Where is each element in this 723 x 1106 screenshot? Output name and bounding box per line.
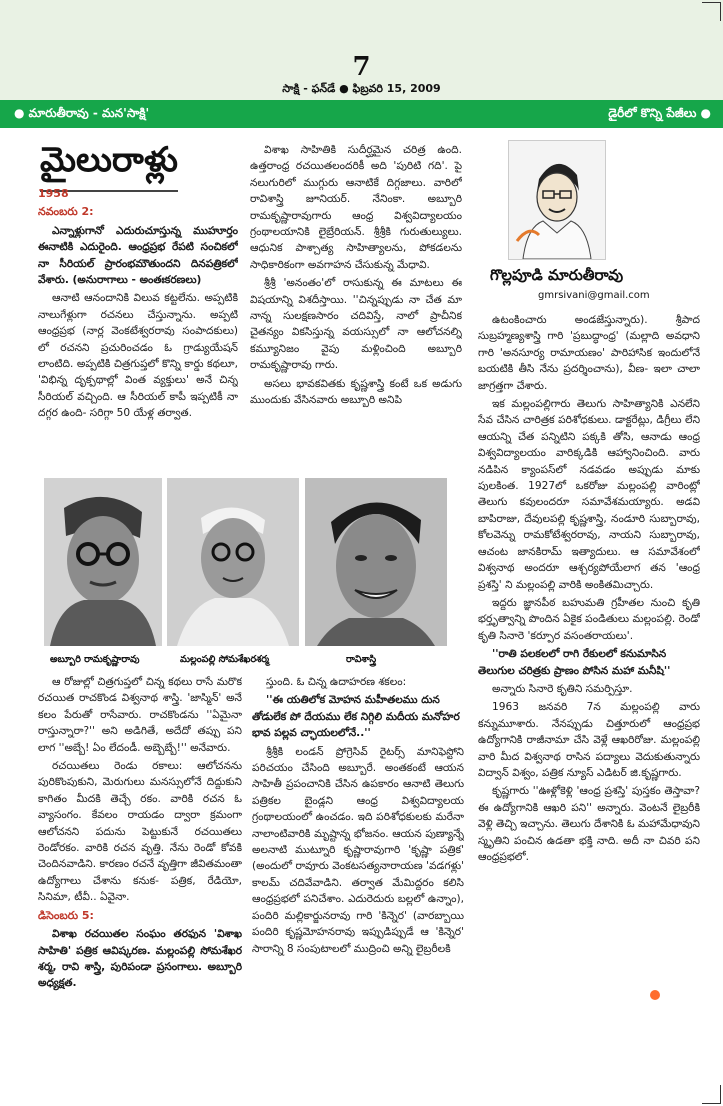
paragraph: ఇద్దరు జ్ఞానపీఠ బహుమతి గ్రహీతల నుంచి కృతి భర్తృత్వాన్ని పొందిన ఏకైక పండితులు మల్లంపల్లి. రెండో కృతి సినారె 'కర్పూర వసంతరాయలు'. (478, 596, 700, 642)
paragraph: ఉటంకించారు అండజేస్తున్నారు). శ్రీపాద సుబ్రహ్మణ్యశాస్త్రి గారి 'ప్రబుద్ధాంధ్ర' (మల్లాది అవధాని గారి 'అనసూర్య రామాయణం' పారిహాసిక ఇందులోనే బయటికి తీసి నేను ప్రదర్శించాను), వీణ- ఇలా చాలా జాగ్రత్తగా చేశారు. (478, 314, 700, 392)
paragraph: విశాఖ రచయితల సంఘం తరఫున 'విశాఖ సాహితి' పత్రిక ఆవిష్కరణ. మల్లంపల్లి సోమశేఖర శర్మ, రావి శాస్త్రి, పురిపండా ప్రసంగాలు. అబ్బూరి అధ్యక్షత. (38, 928, 242, 990)
section-banner (0, 100, 723, 128)
author-email: gmrsivani@gmail.com (538, 290, 650, 301)
paragraph: విశాఖ సాహితికి సుదీర్ఘమైన చరిత్ర ఉంది. ఉత్తరాంధ్ర రచయితలందరికీ అది 'పురిటి గది'. పై నలుగురిలో ముగ్గురు ఆనాటికే దిగ్గజాలు. వారిలో రావిశాస్త్రి జూనియర్. నేనింకా. అబ్బూరి రామకృష్ణారావుగారు ఆంధ్ర విశ్వవిద్యాలయం గ్రంథాలయానికి లైబ్రేరియన్. శ్రీశ్రీకి గురుతుల్యులు. ఆధునిక పాశ్చాత్య సాహిత్యాలను, పోకడలను సాధికారికంగా అవగాహన చేసుకున్న మేధావి. (250, 144, 462, 271)
paragraph: అసలు భావకవితకు కృష్ణశాస్త్రి కంటే ఒక అడుగు ముందుకు వేసినవారు అబ్బూరి అనిపి (250, 377, 462, 407)
banner-right-label: డైరీలో కొన్ని పేజీలు ● (608, 106, 711, 120)
poem-quote: ''ఈ యతిలోక మోహన మహీతలము దున తోడులేక పో దేయము లేక నిగ్గిలి మదీయ మనోహర భావ పల్లవ చ్ఛాయలలోనే..'' (252, 694, 460, 740)
paragraph: ఆ రోజుల్లో చిత్రగుప్తలో చిన్న కథలు రాసే మరొక రచయిత రాచకొండ విశ్వనాథ శాస్త్రి. 'జాస్మిన్' అనే కలం పేరుతో రాసేవారు. రాచకొండను ''ఏమైనా రాస్తున్నారా?'' అని అడిగితే, అదేదో తప్పు పని లాగ ''అబ్బే! ఏం లేదండీ. అబ్బెబ్బే!'' అనేవారు. (38, 676, 242, 754)
paragraph: ఎన్నాళ్లుగానో ఎదురుచూస్తున్న ముహూర్తం ఈనాటికి ఎదురైంది. ఆంధ్రప్రభ రేపటి సంచికలో నా సీరియల్ ప్రారంభమౌతుందని దినపత్రికలో వేశారు. (అనురాగాలు - అంతఃకరణలు) (38, 224, 238, 287)
end-mark-dot (650, 990, 660, 1000)
entry-date-dec5: డిసెంబరు 5: (38, 908, 94, 922)
paragraph: శ్రీశ్రీ 'అనంతం'లో రాసుకున్న ఈ మాటలు ఈ విషయాన్ని విశదీస్తాయి. ''చిన్నప్పుడు నా చేత మా నాన్న సులక్షణసారం చదివిస్తే, నాలో ప్రాచీనిక చైతన్యం వికసిస్తున్న వయస్సులో నా ఆలోచనల్ని కమ్యూనిజం వైపు మళ్లించింది అబ్బూరి రామకృష్ణారావు గారు. (250, 277, 462, 372)
paragraph: స్తుంది. ఓ చిన్న ఉదాహరణ శకలం: (266, 676, 407, 688)
article-column-2-lower (252, 674, 464, 1034)
photo-abburi (44, 478, 162, 646)
article-column-3 (478, 312, 700, 1024)
article-column-2 (250, 142, 462, 458)
paragraph: ఆనాటి ఆనందానికి విలువ కట్టలేను. అప్పటికి నాలుగేళ్లుగా రచనలు చేస్తున్నాను. అప్పటి ఆంధ్రప్రభ (నార్ల వెంకటేశ్వరరావు సంపాదకులు) లో రచనని ప్రచురించడం ఓ గ్రాడ్యుయేషన్ లాంటిది. అప్పటికి చిత్రగుప్తలో కొన్ని కార్డు కథలూ, 'విభిన్న దృక్పథాల్లో వింత వ్యక్తులు' అనే చిన్న సీరియల్ వచ్చింది. ఆ సీరియల్ కాపీ ఇప్పటికీ నా దగ్గర ఉంది- సరిగ్గా 50 యేళ్ల తర్వాత. (38, 292, 238, 420)
banner-left-label: ● మారుతీరావు - మన'సాక్షి' (14, 106, 150, 120)
page-dateline: సాక్షి - ఫన్‌డే ● ఫిబ్రవరి 15, 2009 (282, 82, 441, 95)
article-year: 1958 (38, 187, 69, 200)
photo-caption-ravisastri: రావిశాస్త్రి (346, 654, 377, 665)
photo-ravisastri (305, 478, 447, 646)
article-column-1-lower (38, 674, 242, 1034)
paragraph: 1963 జనవరి 7న మల్లంపల్లి వారు కన్నుమూశారు. నేనప్పుడు చిత్తూరులో ఆంధ్రప్రభ ఉద్యోగానికి రాజీనామా చేసి వెళ్లే ఆఖరిరోజు. మల్లంపల్లి వారి మీద విశ్వనాథ రాసిన పద్యాలు వెదుకుతున్నారు విద్వాన్ విశ్వం, పత్రిక న్యూస్ ఎడిటర్ జి.కృష్ణగారు. (478, 701, 700, 779)
photo-caption-mallampalli: మల్లంపల్లి సోమశేఖరశర్మ (180, 654, 270, 665)
crop-mark-top-right (702, 2, 721, 21)
paragraph: అన్నారు సినారె కృతిని సమర్పిస్తూ. (492, 682, 633, 695)
photo-mallampalli (167, 478, 299, 646)
paragraph: ఇక మల్లంపల్లిగారు తెలుగు సాహిత్యానికి ఎనలేని సేవ చేసిన చారిత్రక పరిశోధకులు. డాక్టరేట్లు, డిగ్రీలు లేని ఆయన్ని చేత పన్నిటిని పక్కకి తోసి, ఆనాడు ఆంధ్ర విశ్వవిద్యాలయం వారిక్కడికి ఆహ్వానించింది. వారు నడిపిన క్యాంపస్‌లో నడవడం అప్పుడు మాకు పులకింత. 1927లో ఒకరోజు మల్లంపల్లి వారింట్లో తెలుగు కవులందరూ సమావేశమయ్యారు. అడవి బాపిరాజు, దేవులపల్లి కృష్ణశాస్త్రి, నండూరి సుబ్బారావు, కోలవెన్ను రామకోటేశ్వరరావు, నాయని సుబ్బారావు, ఆచంట జానకిరామ్ ఇత్యాదులు. ఆ సమావేశంలో విశ్వనాథ అందరూ ఆశ్చర్యపోయేలాగ తన 'ఆంధ్ర ప్రశస్తి' ని మల్లంపల్లి వారికి అంకితమిచ్చారు. (478, 398, 700, 591)
author-name: గొల్లపూడి మారుతీరావు (490, 266, 624, 284)
paragraph: శ్రీశ్రీకి లండన్ ప్రోగ్రెసివ్ రైటర్స్ మానిఫెస్టోని పరిచయం చేసింది అబ్బూరే. అంతకంటే ఆయన సాహితీ ప్రపంచానికి చేసిన ఉపకారం ఆనాటి తెలుగు పత్రికల బైండ్లని ఆంధ్ర విశ్వవిద్యాలయ గ్రంథాలయంలో ఉంచడం. ఇది పరిశోధకులకు మరేనా నాలాంటివారికి మృష్టాన్న భోజనం. ఆయన పుణ్యాన్నే అలనాటి ముట్నూరి కృష్ణారావుగారి 'కృష్ణా పత్రిక' (అందులో రావూరు వెంకటసత్యనారాయణ 'వడగళ్లు' కాలమ్ చదివేవాడిని. తర్వాత మేమిద్దరం కలిసి ఆంధ్రప్రభలో పనిచేశాం. ఎదురెదురు బల్లలో ఉన్నాం), పందిరి మల్లికార్జునరావు గారి 'కిన్నెర' (వారబ్బాయి పందిరి కృష్ణమోహనరావు ఇప్పుడిప్పుడే ఆ 'కిన్నెర' సారాన్ని 8 సంపుటాలలో ముద్రించి అన్ని లైబ్రరీలకి (252, 745, 464, 955)
crop-mark-bottom-right (702, 1085, 721, 1104)
page-number: 7 (352, 52, 371, 82)
entry-date-nov2: నవంబరు 2: (38, 205, 94, 219)
article-headline: మైలురాళ్లు (40, 140, 178, 192)
pull-quote: ''రాతి పలకలలో రాగి రేకులలో కనుమాసిన తెలుగుల చరిత్రకు ప్రాణం పోసిన మహా మనీషి'' (478, 648, 671, 677)
author-portrait-sketch (509, 141, 605, 259)
photo-caption-abburi: అబ్బూరి రామకృష్ణారావు (50, 654, 140, 665)
article-column-1 (38, 186, 238, 458)
paragraph: రచయితలు రెండు రకాలు: ఆలోచనను పురికొంపుకుని, మెరుగులు మనస్సులోనే దిద్దుకుని కాగితం మీదకి తెచ్చే రకం. వారికి రచన ఓ వ్యాసంగం. కేవలం రాయడం ద్వారా క్రమంగా ఆలోచనని పదును పెట్టుకునే రచయితలు రెండోరకం. వారికి రచన వృత్తి. నేను రెండో కోవకి చెందినవాడిని. కారణం రచనే వృత్తిగా జీవితమంతా ఉద్యోగాలు చేశాను కనుక- పత్రిక, రేడియో, సినిమా, టీవీ.. ఏవైనా. (38, 760, 242, 904)
author-portrait (508, 140, 606, 260)
paragraph: కృష్ణగారు ''ఊళ్లోకెళ్లి 'ఆంధ్ర ప్రశస్తి' పుస్తకం తెస్తావా? ఈ ఉద్యోగానికి ఆఖరి పని'' అన్నారు. వెంటనే లైబ్రరీకి వెళ్లి తెచ్చి ఇచ్చాను. తెలుగు దేశానికి ఓ మహామేధావుని స్మృతిని పంచిన ఉడతా భక్తి నాది. అదీ నా చివరి పని ఆంధ్రప్రభలో. (478, 785, 700, 863)
